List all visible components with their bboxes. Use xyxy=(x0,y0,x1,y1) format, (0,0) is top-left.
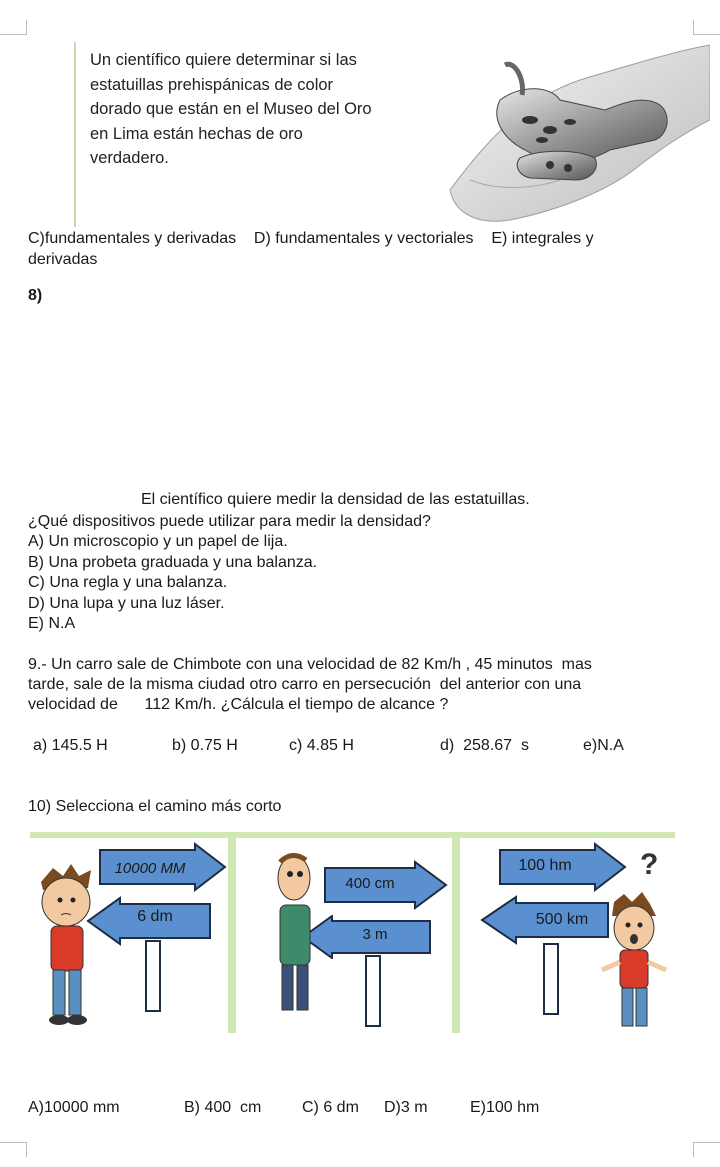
boy-confused-figure xyxy=(598,892,670,1032)
sign-label-6dm: 6 dm xyxy=(137,908,173,925)
signpost xyxy=(145,940,161,1012)
q9-option-c: c) 4.85 H xyxy=(289,737,354,754)
intro-line: estatuillas prehispánicas de color xyxy=(90,75,334,94)
prev-options-line1: C)fundamentales y derivadas D) fundamentales y vectoriales E) integrales y xyxy=(28,230,594,247)
corner-mark-top-left xyxy=(0,20,27,35)
q9-option-e: e)N.A xyxy=(583,737,624,754)
intro-line: dorado que están en el Museo del Oro xyxy=(90,100,372,118)
corner-mark-bottom-right xyxy=(693,1142,720,1157)
corner-mark-bottom-left xyxy=(0,1142,27,1157)
q10-option-c: C) 6 dm xyxy=(302,1099,359,1116)
sign-label-3m: 3 m xyxy=(362,926,388,943)
q10-option-a: A)10000 mm xyxy=(28,1099,120,1116)
q9-option-b: b) 0.75 H xyxy=(172,737,238,754)
q8-option-a: A) Un microscopio y un papel de lija. xyxy=(28,533,288,550)
q8-context: El científico quiere medir la densidad de las estatuillas. xyxy=(141,491,530,508)
sign-label-500km: 500 km xyxy=(535,911,589,928)
q10-option-b: B) 400 cm xyxy=(184,1099,262,1116)
intro-line: verdadero. xyxy=(90,149,169,167)
q10-option-e: E)100 hm xyxy=(470,1099,540,1116)
sign-label-100hm: 100 hm xyxy=(518,857,572,874)
man-pointing-figure xyxy=(262,850,332,1020)
hand-statuettes-image xyxy=(410,40,710,225)
panel-divider xyxy=(452,838,460,1033)
q10-title: 10) Selecciona el camino más corto xyxy=(28,798,282,815)
intro-accent-bar xyxy=(74,42,76,227)
signpost xyxy=(543,943,559,1015)
question-mark-icon: ? xyxy=(640,848,659,881)
sign-label-10000mm: 10000 MM xyxy=(114,860,186,877)
sign-label-400cm: 400 cm xyxy=(345,875,395,892)
intro-line: Un científico quiere determinar si las xyxy=(90,51,357,69)
q8-option-b: B) Una probeta graduada y una balanza. xyxy=(28,554,318,571)
q9-line2: tarde, sale de la misma ciudad otro carro en persecución del anterior con una xyxy=(28,676,582,693)
q8-option-e: E) N.A xyxy=(28,615,76,632)
q8-number: 8) xyxy=(28,287,43,304)
corner-mark-top-right xyxy=(693,20,720,35)
q10-option-d: D)3 m xyxy=(384,1099,428,1116)
q8-option-d: D) Una lupa y una luz láser. xyxy=(28,595,225,612)
q8-option-c: C) Una regla y una balanza. xyxy=(28,574,228,591)
signpost xyxy=(365,955,381,1027)
q9-option-d: d) 258.67 s xyxy=(440,737,529,754)
q9-line1: 9.- Un carro sale de Chimbote con una velocidad de 82 Km/h , 45 minutos mas xyxy=(28,656,592,673)
boy-thinking-figure xyxy=(33,860,103,1030)
prev-options-line2: derivadas xyxy=(28,251,98,268)
intro-text xyxy=(90,48,420,171)
q9-line3: velocidad de 112 Km/h. ¿Cálcula el tiempo de alcance ? xyxy=(28,696,449,713)
q8-question: ¿Qué dispositivos puede utilizar para medir la densidad? xyxy=(28,513,431,530)
intro-line: en Lima están hechas de oro xyxy=(90,124,303,143)
q9-option-a: a) 145.5 H xyxy=(33,737,108,754)
